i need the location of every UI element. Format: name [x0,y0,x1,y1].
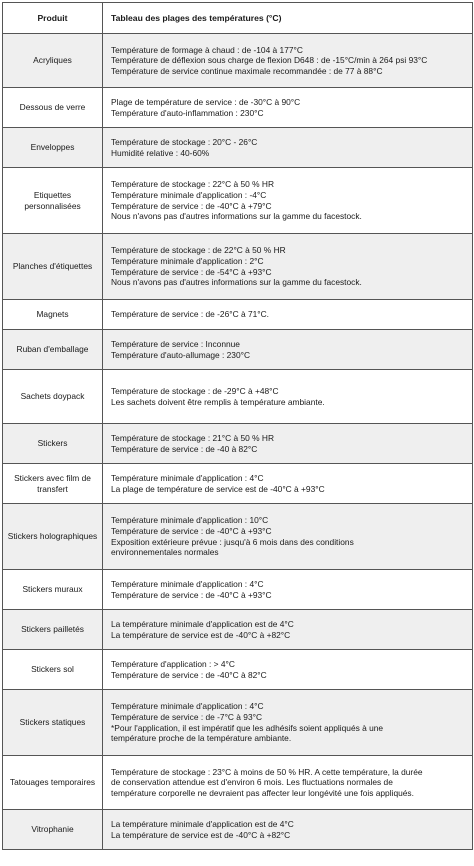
description-line: Température de service : de -40°C à 82°C [111,669,267,680]
product-name: Stickers avec film de transfert [3,464,103,504]
description-line: La température minimale d'application est de 4°C [111,618,294,629]
description-line: Température de service : de -7°C à 93°C [111,711,263,722]
description-line: Exposition extérieure prévue : jusqu'à 6 mois dans des conditions [111,536,354,547]
temperature-description [103,570,473,610]
description-line: Les sachets doivent être remplis à température ambiante. [111,396,325,407]
temperature-table [2,2,473,850]
product-name: Planches d'étiquettes [3,234,103,300]
table-body [3,34,473,850]
temperature-description [103,690,473,756]
table-row [3,34,473,88]
description-line: Température minimale d'application : 4°C [111,578,264,589]
description-line: Température de stockage : 23°C à moins de 50 % HR. A cette température, la durée [111,766,423,777]
product-name: Tatouages temporaires [3,756,103,810]
description-line: Température de service : de -54°C à +93°C [111,266,272,277]
description-line: Température d'auto-allumage : 230°C [111,349,251,360]
product-name: Stickers muraux [3,570,103,610]
temperature-description [103,464,473,504]
description-line: Nous n'avons pas d'autres informations sur la gamme du facestock. [111,211,362,222]
description-line: Température minimale d'application : 4°C [111,472,264,483]
table-row [3,756,473,810]
product-name: Etiquettes personnalisées [3,168,103,234]
description-line: Température de stockage : 20°C - 26°C [111,136,258,147]
table-row [3,424,473,464]
product-name: Stickers sol [3,650,103,690]
description-line: Température de service continue maximale recommandée : de 77 à 88°C [111,65,383,76]
table-row [3,128,473,168]
product-name: Enveloppes [3,128,103,168]
description-line: Température de service : de -26°C à 71°C. [111,309,269,320]
description-line: Température minimale d'application : -4°C [111,189,267,200]
product-name: Stickers holographiques [3,504,103,570]
product-name: Stickers [3,424,103,464]
table-row [3,168,473,234]
product-name: Stickers statiques [3,690,103,756]
description-line: Température de stockage : 21°C à 50 % HR [111,432,275,443]
temperature-description [103,34,473,88]
temperature-description [103,810,473,850]
temperature-description [103,234,473,300]
table-row [3,464,473,504]
description-line: Température de service : Inconnue [111,338,240,349]
description-line: Température de service : de -40 à 82°C [111,443,258,454]
description-line: température proche de la température ambiante. [111,733,292,744]
description-line: température corporelle ne devraient pas affecter leur longévité une fois appliqués. [111,787,414,798]
table-row [3,330,473,370]
product-name: Stickers pailletés [3,610,103,650]
description-line: *Pour l'application, il est impératif que les adhésifs soient appliqués à une [111,722,384,733]
header-product: Produit [3,3,103,34]
description-line: La plage de température de service est de -40°C à +93°C [111,483,325,494]
table-row [3,690,473,756]
description-line: Température de service : de -40°C à +93°C [111,589,272,600]
description-line: La température de service est de -40°C à +82°C [111,829,291,840]
temperature-description [103,756,473,810]
temperature-description [103,330,473,370]
description-line: environnementales normales [111,547,219,558]
description-line: Nous n'avons pas d'autres informations sur la gamme du facestock. [111,277,362,288]
description-line: Plage de température de service : de -30°C à 90°C [111,96,301,107]
temperature-description [103,300,473,330]
temperature-description [103,128,473,168]
description-line: Température minimale d'application : 4°C [111,701,264,712]
description-line: Humidité relative : 40-60% [111,147,210,158]
product-name: Ruban d'emballage [3,330,103,370]
temperature-description [103,650,473,690]
product-name: Sachets doypack [3,370,103,424]
temperature-description [103,370,473,424]
product-name: Acryliques [3,34,103,88]
table-row [3,88,473,128]
product-name: Vitrophanie [3,810,103,850]
temperature-description [103,168,473,234]
table-row [3,570,473,610]
table-header-row [3,3,473,34]
description-line: Température minimale d'application : 10°C [111,515,269,526]
description-line: Température de service : de -40°C à +93°C [111,525,272,536]
description-line: Température minimale d'application : 2°C [111,255,264,266]
description-line: Température de stockage : de 22°C à 50 % HR [111,245,286,256]
header-temperature-ranges: Tableau des plages des températures (°C) [103,3,473,34]
description-line: Température de service : de -40°C à +79°C [111,200,272,211]
table-row [3,234,473,300]
description-line: Température de stockage : de -29°C à +48°C [111,385,279,396]
description-line: Température de formage à chaud : de -104 à 177°C [111,44,303,55]
description-line: La température minimale d'application est de 4°C [111,818,294,829]
description-line: de conservation attendue est d'environ 6 mois. Les fluctuations normales de [111,777,393,788]
temperature-description [103,610,473,650]
table-row [3,810,473,850]
description-line: La température de service est de -40°C à +82°C [111,629,291,640]
table-row [3,300,473,330]
table-row [3,610,473,650]
description-line: Température d'auto-inflammation : 230°C [111,107,264,118]
table-row [3,370,473,424]
table-row [3,650,473,690]
description-line: Température d'application : > 4°C [111,658,235,669]
temperature-description [103,424,473,464]
product-name: Magnets [3,300,103,330]
product-name: Dessous de verre [3,88,103,128]
table-row [3,504,473,570]
description-line: Température de déflexion sous charge de flexion D648 : de -15°C/min à 264 psi 93°C [111,55,428,66]
temperature-description [103,504,473,570]
temperature-description [103,88,473,128]
description-line: Température de stockage : 22°C à 50 % HR [111,179,275,190]
